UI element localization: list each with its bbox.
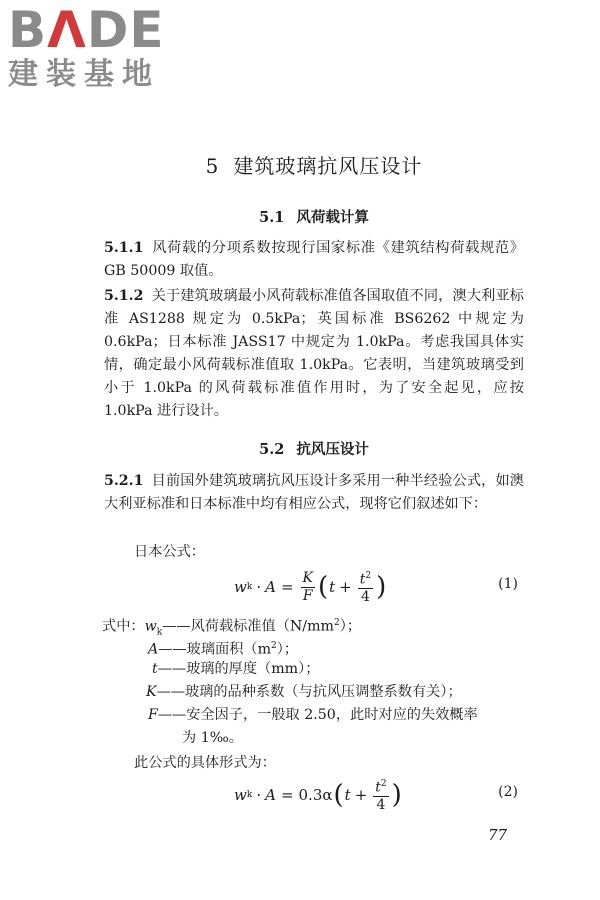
logo-wordmark: BΛDE — [8, 1, 165, 59]
equation-number: (2) — [498, 784, 518, 800]
formula-2: w k · A = 0.3α ( t + $\frac{t^2}{4}$ ) (2) — [104, 772, 524, 818]
definition-row: 式中：$w_k——$风荷载标准值$(N/mm^2)$； — [102, 618, 362, 638]
brand-logo — [8, 1, 165, 92]
specific-form-label: 此公式的具体形式为： — [134, 755, 276, 771]
formula-1: w k · A = $\frac{K}{F}$ ( t + $\frac{t^2}{4}$ ) (1) — [234, 569, 518, 606]
section-title: 5.2 抗风压设计 — [259, 441, 369, 458]
logo-subtitle: 建装基地 — [8, 57, 160, 92]
section-title: 5.1 风荷载计算 — [259, 209, 369, 226]
definition-continuation: 为 1‰。 — [182, 730, 243, 746]
definition-row: F——安全因子，一般取 2.50，此时对应的失效概率 — [148, 707, 478, 723]
clause-5-1-1: 5.1.1 风荷载的分项系数按现行国家标准《建筑结构荷载规范》GB 50009 取值。 — [104, 240, 524, 279]
clause-5-1-2: 5.1.2 关于建筑玻璃最小风荷载标准值各国取值不同，澳大利亚标准 AS1288 规定为 0.5kPa；英国标准 BS6262 中规定为 0.6kPa；日本标准 JASS17 中规定为 1.0kPa。考虑我国具体实情，确定最小风荷载标准值取 1.0kPa。它表明，当建筑玻璃受到小于 1.0kPa 的风荷载标准值作用时，为了安全起见，应按 1.0kPa 进行设计。 — [104, 288, 524, 419]
page-number: 77 — [488, 826, 508, 844]
chapter-title: 5 建筑玻璃抗风压设计 — [205, 154, 423, 178]
definition-row: A——玻璃面积$(m^2)$； — [148, 641, 299, 658]
japan-formula-label: 日本公式： — [134, 544, 205, 560]
definition-row: K——玻璃的品种系数（与抗风压调整系数有关）； — [146, 684, 462, 700]
equation-number: (1) — [498, 576, 518, 592]
clause-5-2-1: 5.2.1 目前国外建筑玻璃抗风压设计多采用一种半经验公式，如澳大利亚标准和日本标准中均有相应公式，现将它们叙述如下： — [104, 473, 524, 512]
definition-row: t——玻璃的厚度（mm）； — [152, 661, 320, 677]
